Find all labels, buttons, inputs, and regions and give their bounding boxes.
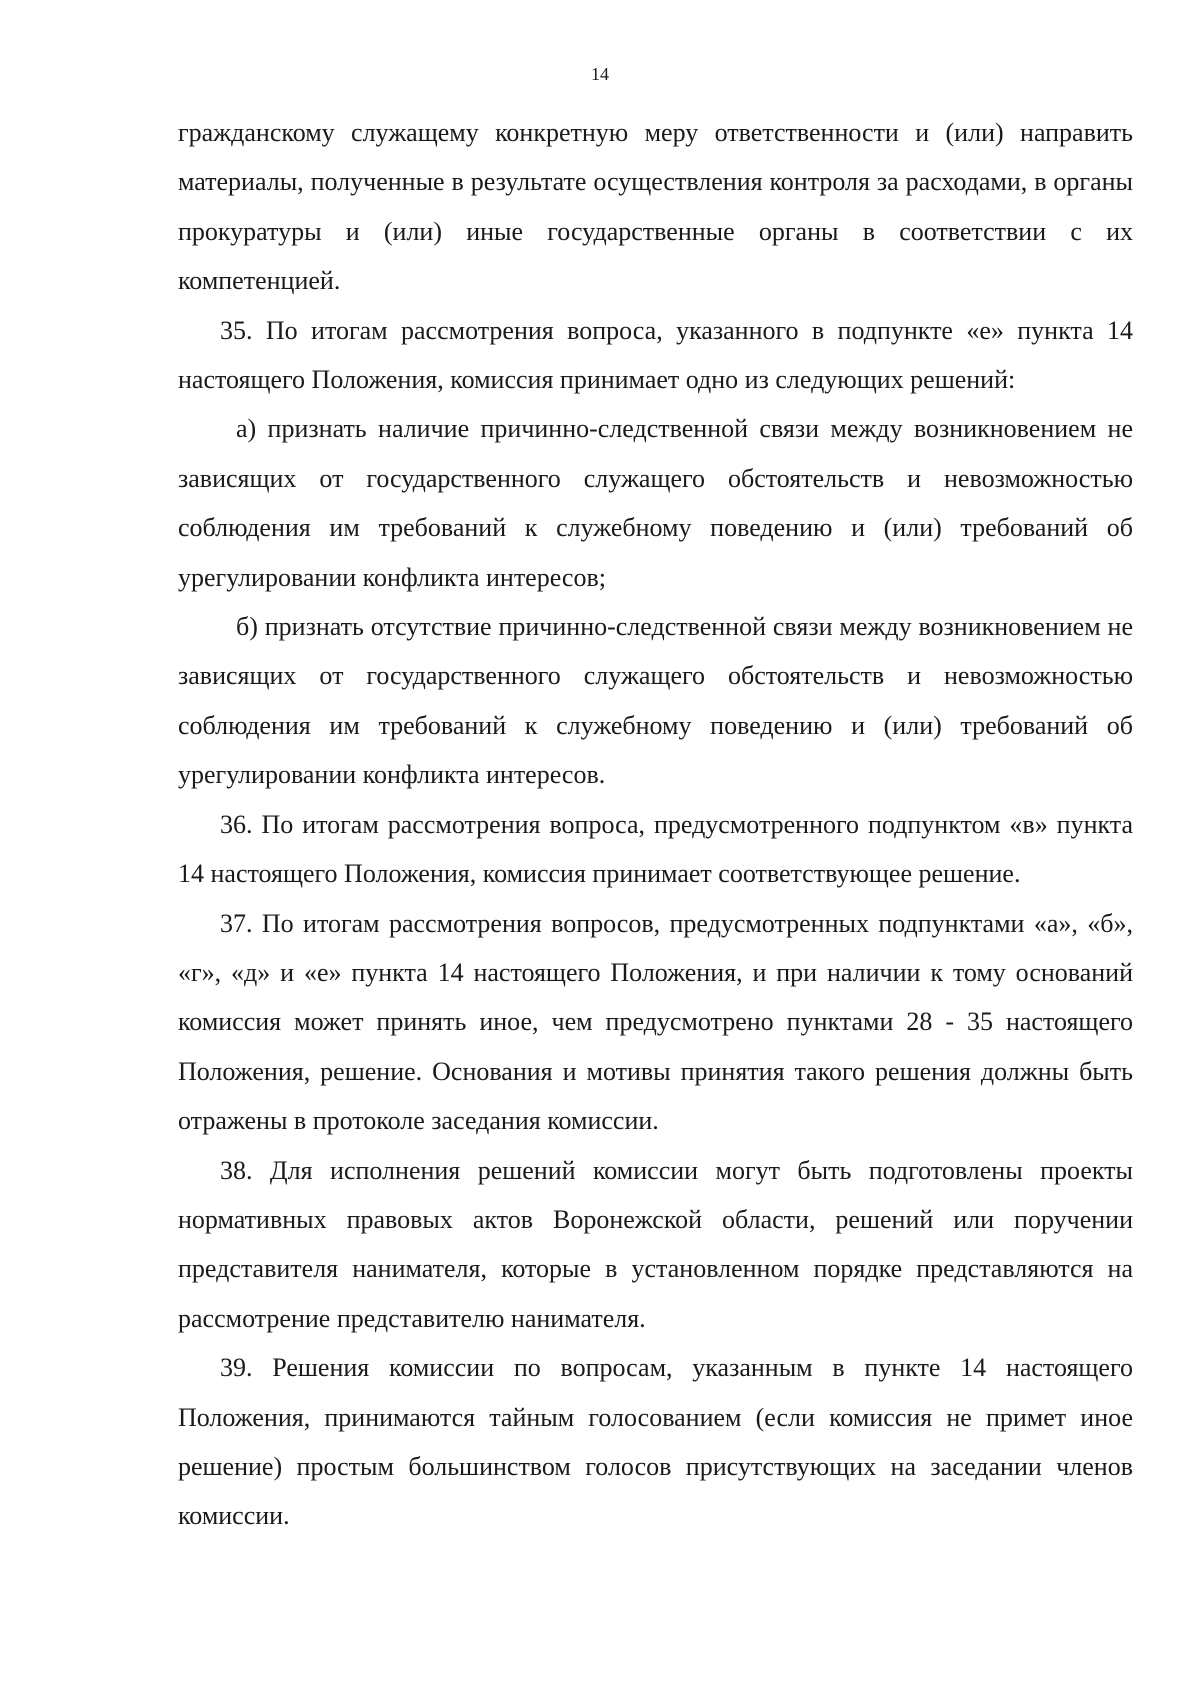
paragraph-item-35-b: б) признать отсутствие причинно-следственной связи между возникновением не зависящих от государственного служащего обстоятельств и невозможностью соблюдения им требований к служебному поведению и (или) требований об урегулировании конфликта интересов.: [178, 612, 1133, 790]
paragraph-item-35: 35. По итогам рассмотрения вопроса, указанного в подпункте «е» пункта 14 настоящего Положения, комиссия принимает одно из следующих решений:: [178, 315, 1133, 395]
paragraph-item-35-a: а) признать наличие причинно-следственной связи между возникновением не зависящих от государственного служащего обстоятельств и невозможностью соблюдения им требований к служебному поведению и (или) требований об урегулировании конфликта интересов;: [178, 414, 1133, 592]
paragraph-continuation: гражданскому служащему конкретную меру ответственности и (или) направить материалы, полученные в результате осуществления контроля за расходами, в органы прокуратуры и (или) иные государственные органы в соответствии с их компетенцией.: [178, 118, 1133, 296]
paragraph-item-36: 36. По итогам рассмотрения вопроса, предусмотренного подпунктом «в» пункта 14 настоящего Положения, комиссия принимает соответствующее решение.: [178, 809, 1133, 889]
paragraph-item-37: 37. По итогам рассмотрения вопросов, предусмотренных подпунктами «а», «б», «г», «д» и «е» пункта 14 настоящего Положения, и при наличии к тому оснований комиссия может принять иное, чем предусмотрено пунктами 28 - 35 настоящего Положения, решение. Основания и мотивы принятия такого решения должны быть отражены в протоколе заседания комиссии.: [178, 908, 1133, 1136]
paragraph-item-38: 38. Для исполнения решений комиссии могут быть подготовлены проекты нормативных правовых актов Воронежской области, решений или поручении представителя нанимателя, которые в установленном порядке представляются на рассмотрение представителю нанимателя.: [178, 1155, 1133, 1333]
paragraph-item-39: 39. Решения комиссии по вопросам, указанным в пункте 14 настоящего Положения, принимаются тайным голосованием (если комиссия не примет иное решение) простым большинством голосов присутствующих на заседании членов комиссии.: [178, 1353, 1133, 1531]
page-number: 14: [591, 64, 609, 84]
document-body: [178, 108, 1133, 1541]
